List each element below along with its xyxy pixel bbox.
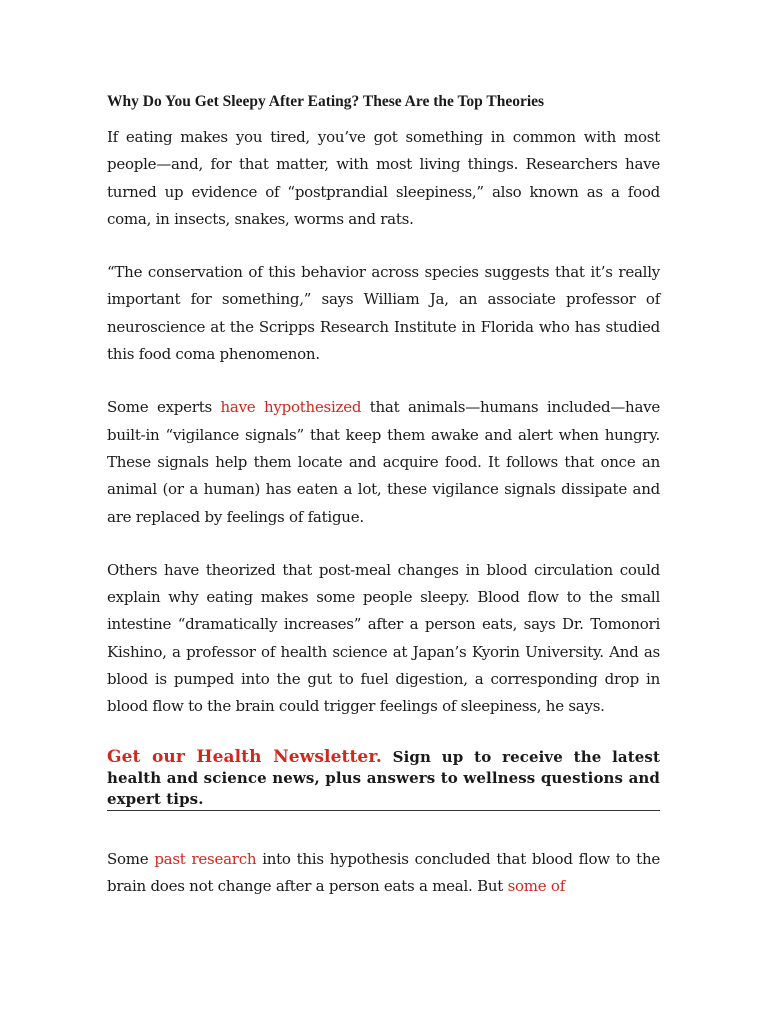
have-hypothesized-link[interactable]: have hypothesized: [220, 398, 362, 417]
paragraph-blood-flow: Others have theorized that post-meal changes in blood circulation could explain why eating makes some people sleepy. Blood flow to the small intestine “dramatically increases” after a person eats, says Dr. Tomonori Kishino, a professor of health science at Japan’s Kyorin University. And as blood is pumped into the gut to fuel digestion, a corresponding drop in blood flow to the brain could trigger feelings of sleepiness, he says.: [107, 560, 660, 716]
article-title: Why Do You Get Sleepy After Eating? These Are the Top Theories: [107, 93, 545, 110]
newsletter-text: Sign up to receive the latest health and science news, plus answers to wellness questions and expert tips.: [107, 747, 660, 808]
article: [107, 92, 660, 926]
paragraph-past-research: [107, 846, 660, 901]
paragraph-intro: If eating makes you tired, you’ve got something in common with most people—and, for that matter, with most living things. Researchers have turned up evidence of “postprandial sleepiness,” also known as a food coma, in insects, snakes, worms and rats.: [107, 128, 660, 228]
newsletter-signup: [107, 747, 660, 811]
past-research-link[interactable]: past research: [154, 849, 257, 868]
paragraph-quote: “The conservation of this behavior across species suggests that it’s really important for something,” says William Ja, an associate professor of neuroscience at the Scripps Research Institute in Florida who has studied this food coma phenomenon.: [107, 263, 660, 364]
paragraph-text: Some experts: [107, 398, 221, 417]
paragraph-text: Some: [107, 849, 155, 868]
some-of-link[interactable]: some of: [507, 876, 565, 895]
paragraph-vigilance: [107, 394, 660, 530]
paragraph-text: that animals—humans included—have built-in “vigilance signals” that keep them awake and alert when hungry. These signals help them locate and acquire food. It follows that once an animal (or a human) has eaten a lot, these vigilance signals dissipate and are replaced by feelings of fatigue.: [107, 398, 660, 526]
paragraph-text: into this hypothesis concluded that blood flow to the brain does not change after a person eats a meal. But: [107, 849, 660, 895]
newsletter-link[interactable]: Get our Health Newsletter.: [107, 746, 382, 767]
